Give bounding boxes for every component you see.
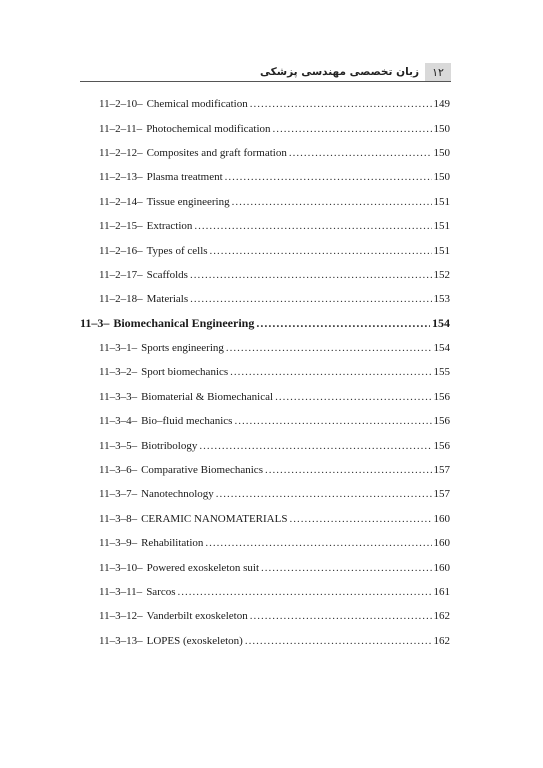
toc-title: Plasma treatment (146, 171, 223, 184)
toc-entry[interactable] (99, 409, 450, 433)
toc-page: 157 (433, 464, 450, 477)
toc-title: Materials (146, 293, 189, 306)
dot-leader (230, 366, 431, 378)
toc-entry[interactable] (99, 433, 450, 457)
dot-leader (178, 586, 432, 598)
dot-leader (250, 98, 432, 110)
toc-number: 11–3–4– (99, 415, 138, 428)
dot-leader (234, 415, 431, 427)
dot-leader (232, 196, 432, 208)
dot-leader (216, 488, 432, 500)
dot-leader (273, 123, 432, 135)
dot-leader (289, 513, 431, 525)
running-title: زبان تخصصی مهندسی پزشکی (260, 66, 419, 78)
toc-number: 11–2–10– (99, 98, 143, 111)
toc-number: 11–3–10– (99, 561, 143, 574)
toc-title: Chemical modification (146, 98, 248, 111)
toc-page: 160 (433, 561, 450, 574)
dot-leader (190, 269, 432, 281)
toc-entry[interactable] (99, 458, 450, 482)
toc-page: 160 (433, 537, 450, 550)
toc-number: 11–2–14– (99, 195, 143, 208)
dot-leader (210, 245, 432, 257)
dot-leader (225, 171, 432, 183)
toc-title: Biotribology (141, 439, 198, 452)
toc-title: Biomechanical Engineering (113, 316, 255, 331)
toc-entry[interactable] (99, 580, 450, 604)
toc-number: 11–3–8– (99, 512, 138, 525)
toc-title: Sport biomechanics (141, 366, 229, 379)
toc-entry[interactable] (99, 385, 450, 409)
toc-number: 11–3–9– (99, 537, 138, 550)
toc-entry[interactable] (99, 336, 450, 360)
toc-title: Nanotechnology (141, 488, 214, 501)
toc-entry[interactable] (99, 214, 450, 238)
toc-page: 150 (433, 146, 450, 159)
toc-entry[interactable] (99, 555, 450, 579)
toc-title: CERAMIC NANOMATERIALS (141, 512, 288, 525)
toc-title: Sports engineering (141, 342, 224, 355)
toc-entry[interactable] (99, 116, 450, 140)
toc-entry[interactable] (99, 507, 450, 531)
toc-entry[interactable] (99, 531, 450, 555)
toc-entry[interactable] (99, 482, 450, 506)
toc-title: LOPES (exoskeleton) (146, 634, 243, 647)
toc-page: 151 (433, 220, 450, 233)
toc-title: Types of cells (146, 244, 208, 257)
toc-number: 11–2–18– (99, 293, 143, 306)
toc-title: Photochemical modification (146, 122, 271, 135)
toc-page: 152 (433, 268, 450, 281)
dot-leader (275, 391, 431, 403)
toc-number: 11–2–15– (99, 220, 143, 233)
toc-entry[interactable] (99, 92, 450, 116)
toc-title: Vanderbilt exoskeleton (146, 610, 248, 623)
toc-entry[interactable] (99, 604, 450, 628)
toc-number: 11–3–2– (99, 366, 138, 379)
toc-entry[interactable] (99, 629, 450, 653)
toc-entry[interactable] (99, 287, 450, 311)
page-number: ۱۲ (425, 63, 451, 82)
dot-leader (289, 147, 432, 159)
toc-number: 11–3–7– (99, 488, 138, 501)
toc-page: 160 (433, 512, 450, 525)
dot-leader (199, 440, 431, 452)
toc-page: 161 (433, 586, 450, 598)
toc-page: 154 (432, 316, 450, 331)
toc-page: 150 (433, 122, 450, 135)
toc-number: 11–2–17– (99, 268, 143, 281)
dot-leader (250, 610, 432, 622)
toc-number: 11–3–11– (99, 586, 143, 598)
toc-page: 156 (433, 439, 450, 452)
dot-leader (261, 562, 431, 574)
toc-number: 11–3– (80, 316, 110, 331)
toc-entry[interactable] (99, 141, 450, 165)
toc-entry[interactable] (99, 190, 450, 214)
dot-leader (205, 537, 431, 549)
dot-leader (265, 464, 432, 476)
toc-page: 151 (433, 195, 450, 208)
toc-section-heading[interactable] (80, 312, 450, 336)
toc-title: Rehabilitation (141, 537, 204, 550)
toc-title: Extraction (146, 220, 193, 233)
toc-page: 162 (433, 610, 450, 623)
toc-title: Tissue engineering (146, 195, 230, 208)
toc-page: 154 (433, 342, 450, 355)
toc-page: 150 (433, 171, 450, 184)
table-of-contents (80, 92, 450, 653)
toc-number: 11–3–13– (99, 634, 143, 647)
toc-page: 149 (433, 98, 450, 111)
toc-number: 11–2–11– (99, 122, 143, 135)
toc-page: 156 (433, 390, 450, 403)
toc-number: 11–3–5– (99, 439, 138, 452)
toc-title: Scaffolds (146, 268, 188, 281)
toc-number: 11–2–12– (99, 146, 143, 159)
toc-title: Composites and graft formation (146, 146, 287, 159)
toc-number: 11–2–13– (99, 171, 143, 184)
toc-number: 11–3–3– (99, 390, 138, 403)
dot-leader (245, 635, 432, 647)
toc-page: 153 (433, 293, 450, 306)
toc-page: 162 (433, 634, 450, 647)
toc-number: 11–3–12– (99, 610, 143, 623)
dot-leader (190, 293, 431, 305)
dot-leader (194, 220, 431, 232)
toc-page: 155 (433, 366, 450, 379)
page-header (80, 60, 451, 82)
toc-title: Sarcos (146, 586, 176, 598)
toc-page: 156 (433, 415, 450, 428)
toc-entry[interactable] (99, 263, 450, 287)
toc-title: Bio–fluid mechanics (141, 415, 233, 428)
toc-page: 151 (433, 244, 450, 257)
dot-leader (226, 342, 432, 354)
toc-title: Comparative Biomechanics (141, 464, 263, 477)
toc-entry[interactable] (99, 360, 450, 384)
toc-entry[interactable] (99, 238, 450, 262)
toc-number: 11–3–6– (99, 464, 138, 477)
header-rule (80, 81, 451, 82)
toc-page: 157 (433, 488, 450, 501)
toc-number: 11–2–16– (99, 244, 143, 257)
toc-entry[interactable] (99, 165, 450, 189)
toc-title: Powered exoskeleton suit (146, 561, 260, 574)
toc-title: Biomaterial & Biomechanical (141, 390, 274, 403)
toc-number: 11–3–1– (99, 342, 138, 355)
dot-leader (256, 316, 430, 331)
